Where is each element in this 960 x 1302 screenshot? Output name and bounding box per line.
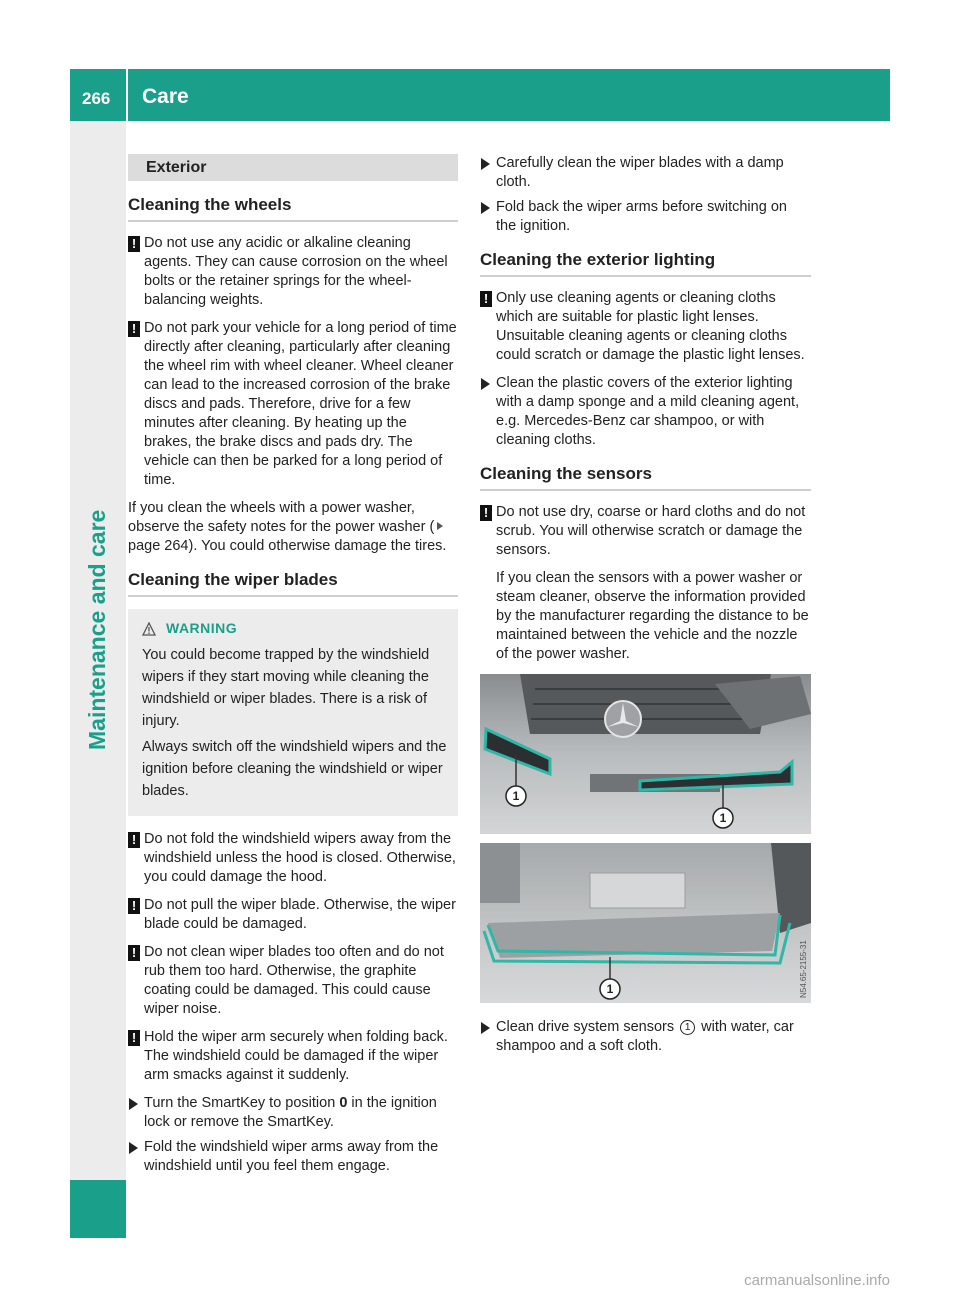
step-text: Turn the SmartKey to position [144, 1095, 340, 1111]
paragraph-power-washer [128, 499, 458, 556]
exclamation-icon: ! [480, 291, 492, 307]
warning-title: WARNING [166, 620, 238, 636]
notice-item [128, 234, 458, 310]
callout-label: 1 [719, 811, 727, 825]
step-item [480, 1018, 811, 1056]
exclamation-icon: ! [128, 236, 140, 252]
step-arrow-icon [129, 1098, 138, 1110]
step-arrow-icon [481, 202, 490, 214]
rear-bumper-sensors-image [480, 840, 811, 1006]
callout-label: 1 [606, 982, 614, 996]
notice-item [480, 289, 811, 365]
page-ref-arrow-icon [437, 522, 443, 530]
exclamation-icon: ! [128, 1030, 140, 1046]
step-text: Carefully clean the wiper blades with a damp cloth. [496, 155, 784, 190]
page-number: 266 [82, 89, 111, 108]
heading-cleaning-wheels: Cleaning the wheels [128, 195, 458, 222]
heading-cleaning-wiper-blades: Cleaning the wiper blades [128, 570, 458, 597]
warning-body [142, 644, 448, 802]
page-header [70, 69, 890, 121]
heading-cleaning-lighting: Cleaning the exterior lighting [480, 250, 811, 277]
notice-text: Hold the wiper arm securely when folding back. The windshield could be damaged if the wiper arm smacks against it suddenly. [144, 1029, 448, 1083]
para-text: ). You could otherwise damage the tires. [188, 538, 447, 554]
exclamation-icon: ! [480, 505, 492, 521]
exclamation-icon: ! [128, 898, 140, 914]
exclamation-icon: ! [128, 945, 140, 961]
warning-header [142, 619, 448, 638]
step-text: Fold the windshield wiper arms away from the windshield until you feel them engage. [144, 1139, 439, 1174]
para-text: If you clean the wheels with a power washer, observe the safety notes for the power washer ( [128, 500, 435, 535]
warning-text: You could become trapped by the windshield wipers if they start moving while cleaning the windshield or wiper blades. There is a risk of injury. [142, 647, 430, 729]
image-code: N54.65-2155-31 [799, 940, 808, 998]
notice-continuation: If you clean the sensors with a power washer or steam cleaner, observe the information provided by the manufacturer regarding the distance to be maintained between the vehicle and the nozzle of the power washer. [496, 570, 809, 662]
step-text: Clean drive system sensors [496, 1019, 679, 1035]
step-item [128, 1138, 458, 1176]
notice-item [128, 896, 458, 934]
ignition-position: 0 [339, 1095, 348, 1111]
watermark: carmanualsonline.info [744, 1272, 890, 1289]
notice-text: Do not fold the windshield wipers away from the windshield unless the hood is closed. Otherwise, you could damage the hood. [144, 831, 456, 885]
step-text: with water, car shampoo and a soft cloth. [496, 1019, 794, 1054]
step-item [480, 374, 811, 450]
side-tab-marker [70, 1180, 126, 1238]
page-reference-link[interactable]: page 264 [128, 538, 189, 554]
header-divider [126, 69, 128, 121]
warning-text: Always switch off the windshield wipers and the ignition before cleaning the windshield or wiper blades. [142, 739, 447, 799]
notice-text: Do not clean wiper blades too often and do not rub them too hard. Otherwise, the graphite coating could be damaged. This could cause wiper noise. [144, 944, 444, 1017]
notice-item [128, 943, 458, 1019]
notice-text: Only use cleaning agents or cleaning cloths which are suitable for plastic light lenses. Unsuitable cleaning agents or cleaning cloths could scratch or damage the plastic light lenses. [496, 290, 805, 363]
notice-item [128, 830, 458, 887]
notice-text: Do not pull the wiper blade. Otherwise, the wiper blade could be damaged. [144, 897, 456, 932]
left-column [128, 154, 458, 1182]
warning-triangle-icon [142, 622, 156, 636]
side-chapter-title: Maintenance and care [84, 509, 110, 750]
front-bumper-sensors-image [480, 674, 811, 834]
step-text: Clean the plastic covers of the exterior lighting with a damp sponge and a mild cleaning agent, e.g. Mercedes-Benz car shampoo, or with cleaning cloths. [496, 375, 800, 448]
warning-box [128, 609, 458, 816]
section-title: Exterior [128, 154, 458, 181]
chapter-title: Care [142, 85, 189, 108]
notice-item [480, 503, 811, 560]
notice-text: Do not park your vehicle for a long period of time directly after cleaning, particularly after cleaning the wheel rim with wheel cleaner. Wheel cleaner can lead to the increased corrosion of the brake discs and pads. Therefore, drive for a few minutes after cleaning. By heating up the brakes, the brake discs and pads dry. The vehicle can then be parked for a long period of time. [144, 320, 457, 488]
callout-reference: 1 [680, 1020, 695, 1035]
step-arrow-icon [481, 158, 490, 170]
heading-cleaning-sensors: Cleaning the sensors [480, 464, 811, 491]
step-text: Fold back the wiper arms before switching on the ignition. [496, 199, 787, 234]
notice-item [128, 1028, 458, 1085]
notice-text: Do not use any acidic or alkaline cleaning agents. They can cause corrosion on the wheel bolts or the retainer springs for the wheel-balancing weights. [144, 235, 448, 308]
exclamation-icon: ! [128, 321, 140, 337]
notice-text: Do not use dry, coarse or hard cloths and do not scrub. You will otherwise scratch or damage the sensors. [496, 504, 806, 558]
step-item [128, 1094, 458, 1132]
callout-label: 1 [512, 789, 520, 803]
right-column [480, 154, 811, 1062]
exclamation-icon: ! [128, 832, 140, 848]
notice-item [128, 319, 458, 490]
step-arrow-icon [129, 1142, 138, 1154]
step-item [480, 154, 811, 192]
step-text: in the ignition lock or remove the SmartKey. [144, 1095, 437, 1130]
step-item [480, 198, 811, 236]
step-arrow-icon [481, 378, 490, 390]
step-arrow-icon [481, 1022, 490, 1034]
